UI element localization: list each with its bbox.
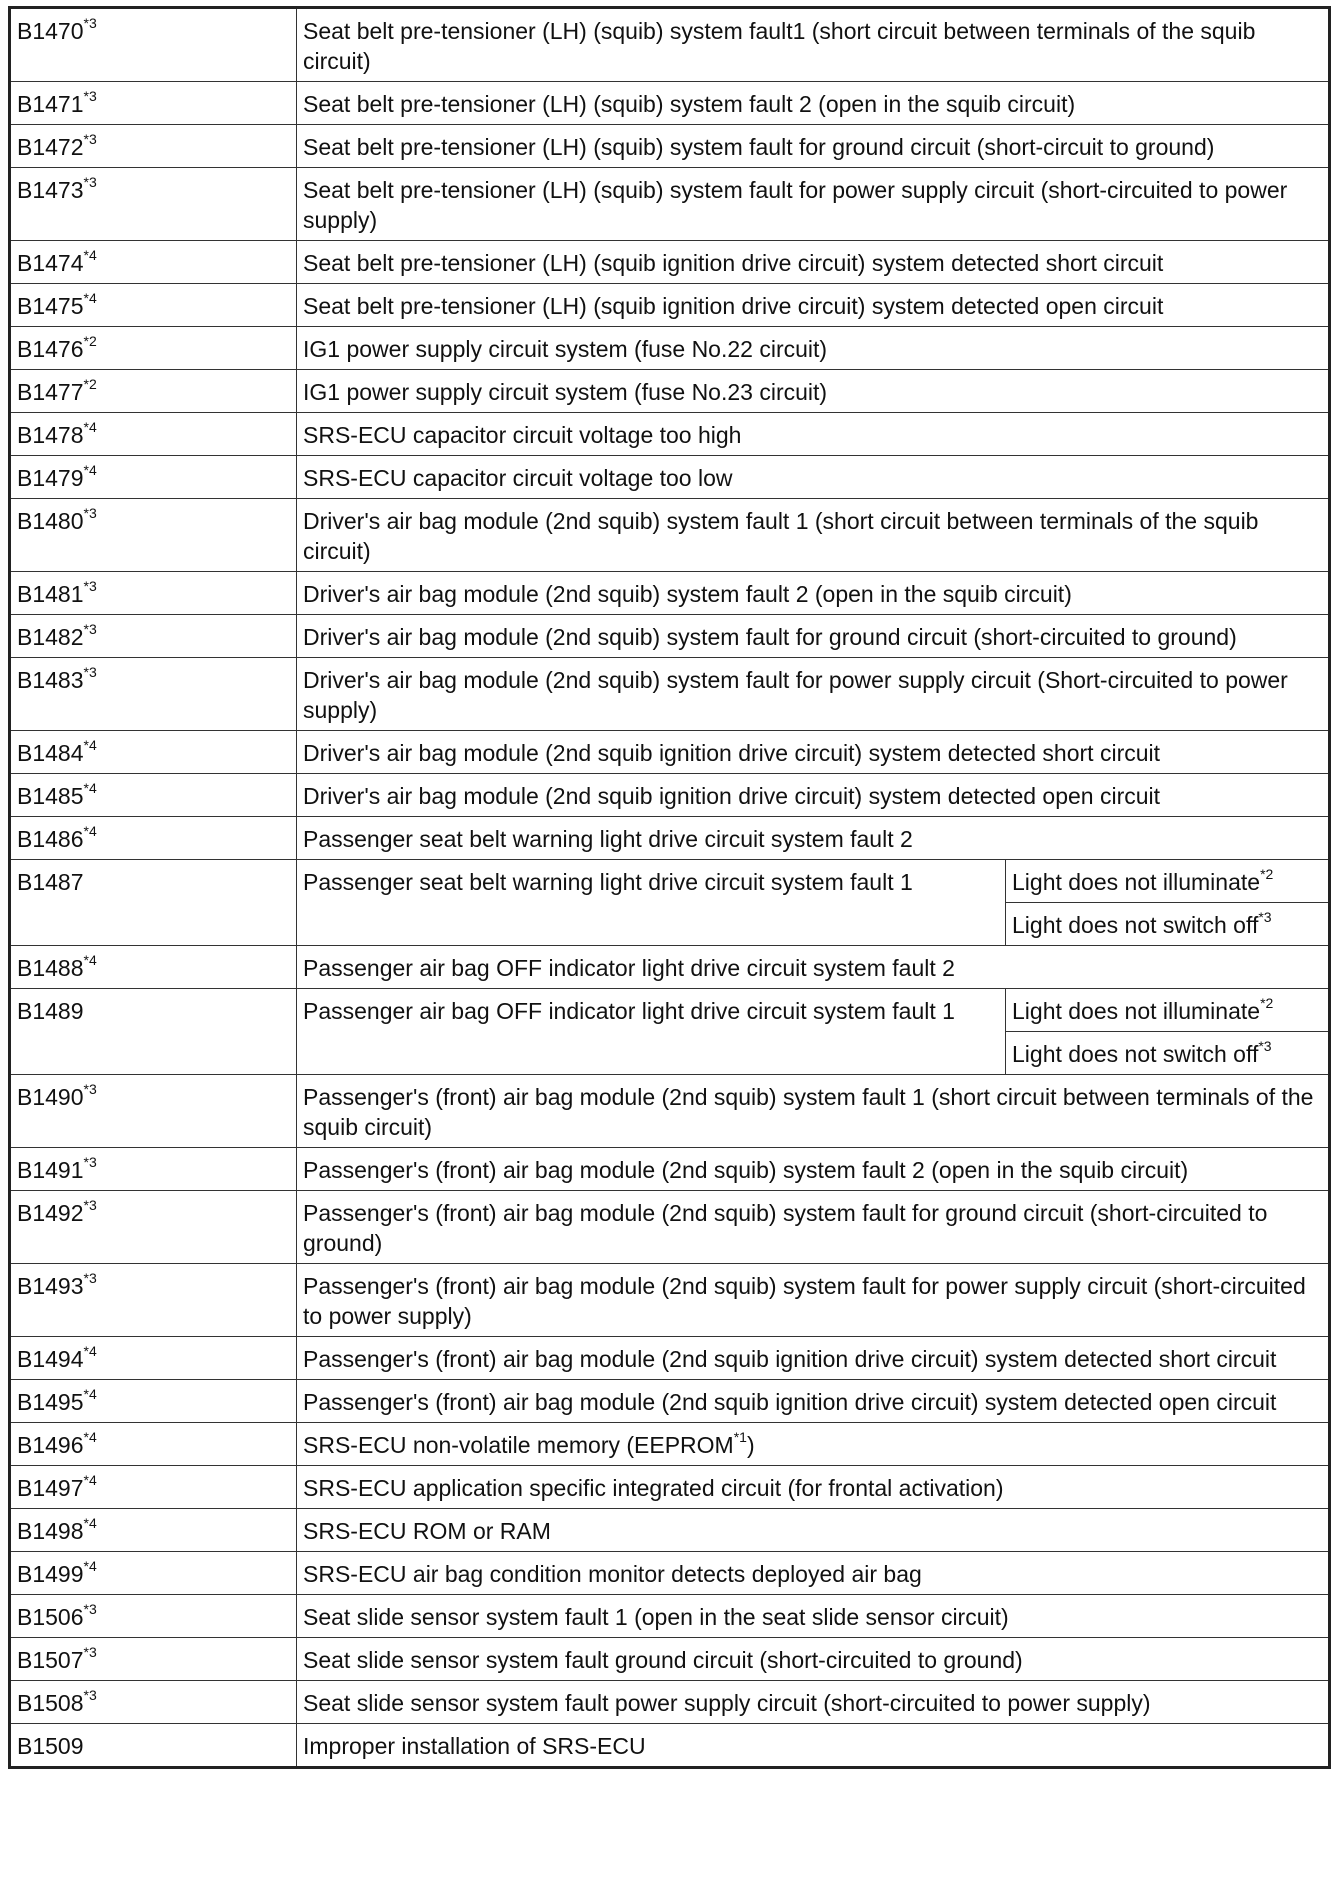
table-row — [10, 1681, 1330, 1724]
table-row — [10, 1337, 1330, 1380]
table-row — [10, 168, 1330, 241]
dtc-code: B1471 — [17, 91, 84, 117]
footnote-marker: *1 — [733, 1429, 747, 1446]
dtc-code: B1484 — [17, 740, 84, 766]
code-cell — [10, 1509, 297, 1552]
dtc-description: Passenger's (front) air bag module (2nd squib) system fault for power supply circuit (short-circuited to power supply) — [303, 1273, 1306, 1329]
description-cell — [297, 1264, 1330, 1337]
dtc-description: Passenger's (front) air bag module (2nd squib) system fault 1 (short circuit between terminals of the squib circuit) — [303, 1084, 1314, 1140]
table-row — [10, 572, 1330, 615]
footnote-marker: *2 — [1260, 866, 1274, 883]
dtc-code: B1473 — [17, 177, 84, 203]
table-row — [10, 1148, 1330, 1191]
code-cell — [10, 1552, 297, 1595]
footnote-marker: *4 — [83, 952, 97, 969]
footnote-marker: *2 — [1260, 995, 1274, 1012]
footnote-marker: *3 — [83, 621, 97, 638]
dtc-code: B1475 — [17, 293, 84, 319]
footnote-marker: *4 — [83, 462, 97, 479]
footnote-marker: *3 — [1258, 909, 1272, 926]
dtc-description: Seat slide sensor system fault ground circuit (short-circuited to ground) — [303, 1647, 1023, 1673]
table-row — [10, 1595, 1330, 1638]
dtc-code: B1495 — [17, 1389, 84, 1415]
footnote-marker: *2 — [83, 333, 97, 350]
description-cell — [297, 1552, 1330, 1595]
description-cell — [297, 125, 1330, 168]
footnote-marker: *3 — [83, 1270, 97, 1287]
condition-cell — [1006, 989, 1330, 1032]
condition-cell — [1006, 860, 1330, 903]
dtc-description: Passenger's (front) air bag module (2nd squib) system fault 2 (open in the squib circuit) — [303, 1157, 1189, 1183]
description-cell — [297, 1595, 1330, 1638]
dtc-description: SRS-ECU capacitor circuit voltage too low — [303, 465, 733, 491]
dtc-description: Seat belt pre-tensioner (LH) (squib ignition drive circuit) system detected short circuit — [303, 250, 1164, 276]
dtc-code: B1486 — [17, 826, 84, 852]
code-cell — [10, 731, 297, 774]
table-row — [10, 946, 1330, 989]
description-cell — [297, 989, 1006, 1075]
footnote-marker: *3 — [1258, 1038, 1272, 1055]
dtc-code: B1478 — [17, 422, 84, 448]
footnote-marker: *3 — [83, 131, 97, 148]
footnote-marker: *3 — [83, 1197, 97, 1214]
code-cell — [10, 572, 297, 615]
table-row — [10, 1380, 1330, 1423]
footnote-marker: *4 — [83, 737, 97, 754]
dtc-description: Driver's air bag module (2nd squib) system fault for ground circuit (short-circuited to ground) — [303, 624, 1237, 650]
dtc-description: Seat slide sensor system fault power supply circuit (short-circuited to power supply) — [303, 1690, 1151, 1716]
footnote-marker: *3 — [83, 1601, 97, 1618]
description-cell — [297, 284, 1330, 327]
dtc-description: Passenger seat belt warning light drive circuit system fault 2 — [303, 826, 913, 852]
description-cell — [297, 327, 1330, 370]
code-cell — [10, 413, 297, 456]
table-row — [10, 241, 1330, 284]
footnote-marker: *3 — [83, 664, 97, 681]
table-row — [10, 125, 1330, 168]
table-row — [10, 1423, 1330, 1466]
dtc-code: B1485 — [17, 783, 84, 809]
footnote-marker: *3 — [83, 1154, 97, 1171]
table-row — [10, 1264, 1330, 1337]
dtc-table — [8, 6, 1331, 1769]
dtc-code: B1488 — [17, 955, 84, 981]
description-cell — [297, 168, 1330, 241]
dtc-description: Passenger's (front) air bag module (2nd squib ignition drive circuit) system detected short circuit — [303, 1346, 1277, 1372]
dtc-description: Driver's air bag module (2nd squib) system fault 2 (open in the squib circuit) — [303, 581, 1072, 607]
description-cell — [297, 8, 1330, 82]
description-cell — [297, 370, 1330, 413]
dtc-description: Driver's air bag module (2nd squib ignition drive circuit) system detected open circuit — [303, 783, 1161, 809]
dtc-description: Passenger's (front) air bag module (2nd squib) system fault for ground circuit (short-circuited to ground) — [303, 1200, 1268, 1256]
dtc-code: B1498 — [17, 1518, 84, 1544]
code-cell — [10, 1148, 297, 1191]
description-cell — [297, 774, 1330, 817]
code-cell — [10, 499, 297, 572]
description-cell — [297, 1681, 1330, 1724]
description-cell — [297, 946, 1330, 989]
description-cell — [297, 413, 1330, 456]
dtc-code: B1491 — [17, 1157, 84, 1183]
footnote-marker: *3 — [83, 1644, 97, 1661]
code-cell — [10, 370, 297, 413]
dtc-code: B1476 — [17, 336, 84, 362]
code-cell — [10, 1466, 297, 1509]
dtc-description: Seat belt pre-tensioner (LH) (squib) system fault 2 (open in the squib circuit) — [303, 91, 1076, 117]
footnote-marker: *4 — [83, 1558, 97, 1575]
footnote-marker: *4 — [83, 1429, 97, 1446]
code-cell — [10, 860, 297, 946]
table-row — [10, 1466, 1330, 1509]
description-cell — [297, 499, 1330, 572]
dtc-code: B1482 — [17, 624, 84, 650]
dtc-code: B1480 — [17, 508, 84, 534]
footnote-marker: *3 — [83, 174, 97, 191]
description-cell — [297, 241, 1330, 284]
dtc-code: B1483 — [17, 667, 84, 693]
code-cell — [10, 658, 297, 731]
code-cell — [10, 456, 297, 499]
dtc-description: SRS-ECU air bag condition monitor detects deployed air bag — [303, 1561, 922, 1587]
dtc-description: Seat belt pre-tensioner (LH) (squib ignition drive circuit) system detected open circuit — [303, 293, 1164, 319]
description-cell — [297, 1509, 1330, 1552]
footnote-marker: *4 — [83, 780, 97, 797]
description-cell — [297, 817, 1330, 860]
table-row — [10, 327, 1330, 370]
dtc-description: SRS-ECU ROM or RAM — [303, 1518, 551, 1544]
dtc-code: B1499 — [17, 1561, 84, 1587]
code-cell — [10, 1638, 297, 1681]
code-cell — [10, 327, 297, 370]
dtc-description: SRS-ECU application specific integrated circuit (for frontal activation) — [303, 1475, 1004, 1501]
description-cell — [297, 1380, 1330, 1423]
dtc-document — [8, 6, 1328, 1769]
code-cell — [10, 989, 297, 1075]
table-row — [10, 615, 1330, 658]
dtc-code: B1481 — [17, 581, 84, 607]
table-row — [10, 1509, 1330, 1552]
dtc-code: B1492 — [17, 1200, 84, 1226]
dtc-code: B1496 — [17, 1432, 84, 1458]
dtc-description: Passenger seat belt warning light drive circuit system fault 1 — [303, 869, 913, 895]
table-row — [10, 989, 1330, 1032]
table-row — [10, 1552, 1330, 1595]
description-cell — [297, 615, 1330, 658]
footnote-marker: *4 — [83, 823, 97, 840]
dtc-description: Seat belt pre-tensioner (LH) (squib) system fault for ground circuit (short-circuit to ground) — [303, 134, 1215, 160]
description-cell — [297, 456, 1330, 499]
footnote-marker: *3 — [83, 15, 97, 32]
dtc-description-tail: ) — [746, 1432, 755, 1458]
dtc-code: B1477 — [17, 379, 84, 405]
footnote-marker: *4 — [83, 1515, 97, 1532]
dtc-code: B1494 — [17, 1346, 84, 1372]
code-cell — [10, 1595, 297, 1638]
code-cell — [10, 241, 297, 284]
dtc-description: Seat belt pre-tensioner (LH) (squib) system fault for power supply circuit (short-circuited to power supply) — [303, 177, 1288, 233]
code-cell — [10, 1423, 297, 1466]
description-cell — [297, 1638, 1330, 1681]
dtc-description: Passenger air bag OFF indicator light drive circuit system fault 2 — [303, 955, 955, 981]
table-row — [10, 82, 1330, 125]
code-cell — [10, 1264, 297, 1337]
code-cell — [10, 1191, 297, 1264]
description-cell — [297, 1148, 1330, 1191]
dtc-code: B1489 — [17, 998, 84, 1024]
description-cell — [297, 572, 1330, 615]
condition-text: Light does not switch off — [1012, 1041, 1259, 1067]
table-row — [10, 1075, 1330, 1148]
code-cell — [10, 774, 297, 817]
dtc-code: B1509 — [17, 1733, 84, 1759]
code-cell — [10, 125, 297, 168]
table-row — [10, 456, 1330, 499]
dtc-description: IG1 power supply circuit system (fuse No.22 circuit) — [303, 336, 828, 362]
table-row — [10, 1638, 1330, 1681]
dtc-description: Driver's air bag module (2nd squib) system fault 1 (short circuit between terminals of the squib circuit) — [303, 508, 1259, 564]
code-cell — [10, 946, 297, 989]
dtc-description: IG1 power supply circuit system (fuse No.23 circuit) — [303, 379, 828, 405]
condition-text: Light does not illuminate — [1012, 998, 1261, 1024]
code-cell — [10, 1380, 297, 1423]
footnote-marker: *4 — [83, 290, 97, 307]
table-row — [10, 499, 1330, 572]
footnote-marker: *3 — [83, 88, 97, 105]
table-row — [10, 1191, 1330, 1264]
code-cell — [10, 168, 297, 241]
description-cell — [297, 731, 1330, 774]
code-cell — [10, 82, 297, 125]
table-row — [10, 774, 1330, 817]
dtc-description: Improper installation of SRS-ECU — [303, 1733, 646, 1759]
footnote-marker: *4 — [83, 419, 97, 436]
code-cell — [10, 615, 297, 658]
description-cell — [297, 860, 1006, 946]
footnote-marker: *4 — [83, 1472, 97, 1489]
table-row — [10, 1724, 1330, 1768]
dtc-code: B1508 — [17, 1690, 84, 1716]
code-cell — [10, 284, 297, 327]
dtc-table-body — [10, 8, 1330, 1768]
dtc-description: Seat belt pre-tensioner (LH) (squib) system fault1 (short circuit between terminals of the squib circuit) — [303, 18, 1256, 74]
table-row — [10, 413, 1330, 456]
description-cell — [297, 1466, 1330, 1509]
dtc-code: B1490 — [17, 1084, 84, 1110]
description-cell — [297, 1337, 1330, 1380]
footnote-marker: *3 — [83, 578, 97, 595]
dtc-code: B1493 — [17, 1273, 84, 1299]
dtc-code: B1472 — [17, 134, 84, 160]
description-cell — [297, 82, 1330, 125]
code-cell — [10, 1075, 297, 1148]
condition-cell — [1006, 1032, 1330, 1075]
condition-cell — [1006, 903, 1330, 946]
dtc-description: Driver's air bag module (2nd squib ignition drive circuit) system detected short circuit — [303, 740, 1161, 766]
table-row — [10, 370, 1330, 413]
dtc-description: SRS-ECU capacitor circuit voltage too high — [303, 422, 742, 448]
dtc-code: B1507 — [17, 1647, 84, 1673]
dtc-description: SRS-ECU non-volatile memory (EEPROM — [303, 1432, 734, 1458]
table-row — [10, 731, 1330, 774]
footnote-marker: *4 — [83, 247, 97, 264]
dtc-description: Passenger air bag OFF indicator light drive circuit system fault 1 — [303, 998, 955, 1024]
description-cell — [297, 1191, 1330, 1264]
dtc-description: Seat slide sensor system fault 1 (open in the seat slide sensor circuit) — [303, 1604, 1009, 1630]
condition-text: Light does not switch off — [1012, 912, 1259, 938]
dtc-description: Passenger's (front) air bag module (2nd squib ignition drive circuit) system detected open circuit — [303, 1389, 1277, 1415]
dtc-code: B1506 — [17, 1604, 84, 1630]
code-cell — [10, 8, 297, 82]
code-cell — [10, 1724, 297, 1768]
table-row — [10, 817, 1330, 860]
code-cell — [10, 817, 297, 860]
dtc-code: B1479 — [17, 465, 84, 491]
description-cell — [297, 658, 1330, 731]
code-cell — [10, 1337, 297, 1380]
table-row — [10, 8, 1330, 82]
footnote-marker: *2 — [83, 376, 97, 393]
footnote-marker: *3 — [83, 505, 97, 522]
table-row — [10, 284, 1330, 327]
table-row — [10, 860, 1330, 903]
footnote-marker: *4 — [83, 1343, 97, 1360]
description-cell — [297, 1075, 1330, 1148]
dtc-code: B1487 — [17, 869, 84, 895]
code-cell — [10, 1681, 297, 1724]
description-cell — [297, 1724, 1330, 1768]
footnote-marker: *4 — [83, 1386, 97, 1403]
footnote-marker: *3 — [83, 1687, 97, 1704]
dtc-description: Driver's air bag module (2nd squib) system fault for power supply circuit (Short-circuited to power supply) — [303, 667, 1288, 723]
dtc-code: B1474 — [17, 250, 84, 276]
dtc-code: B1470 — [17, 18, 84, 44]
description-cell — [297, 1423, 1330, 1466]
table-row — [10, 658, 1330, 731]
condition-text: Light does not illuminate — [1012, 869, 1261, 895]
footnote-marker: *3 — [83, 1081, 97, 1098]
dtc-code: B1497 — [17, 1475, 84, 1501]
